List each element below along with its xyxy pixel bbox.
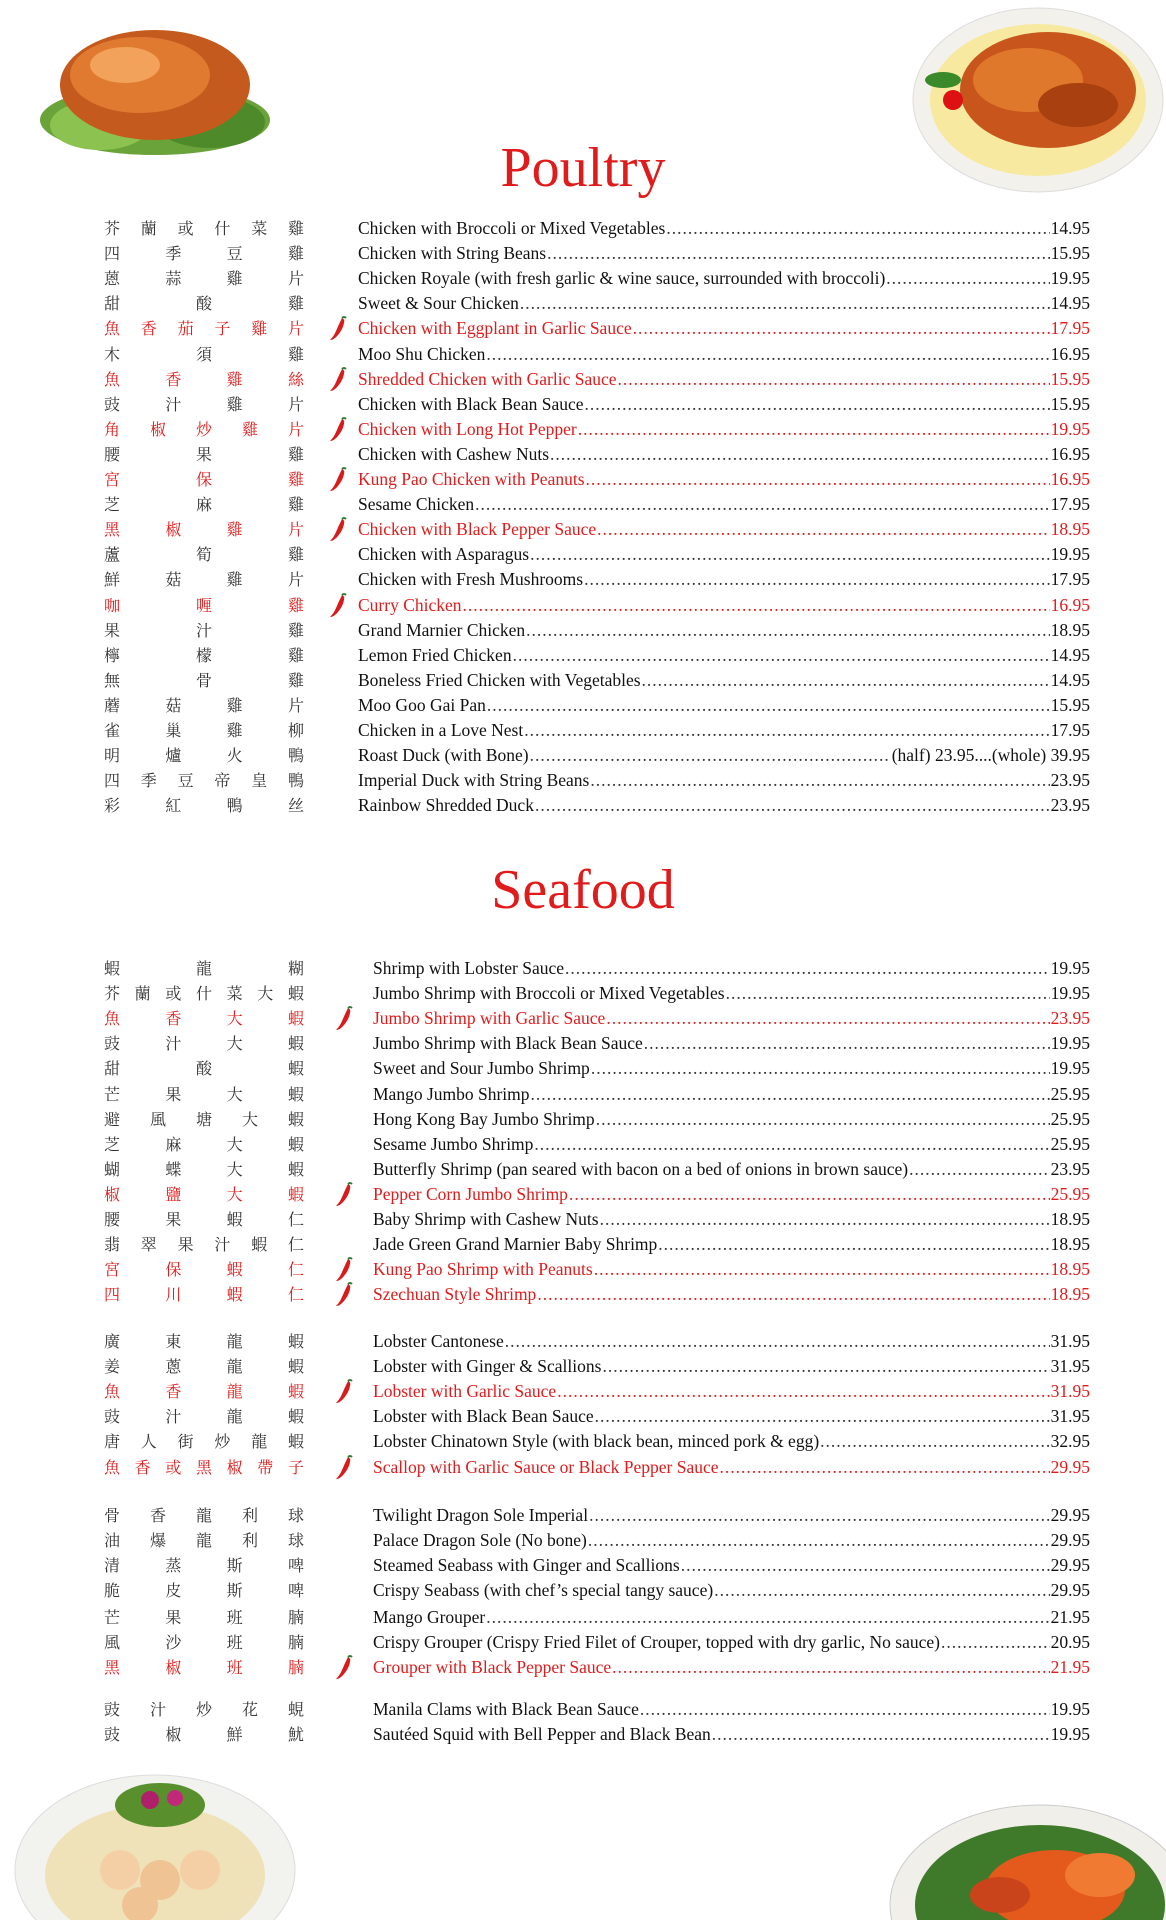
chinese-dish-name: 豉 椒 鮮 魷 [104, 1725, 304, 1745]
menu-item [358, 668, 1090, 693]
chinese-dish-name: 芥 蘭 或 什 菜 大 蝦 [104, 984, 304, 1004]
dish-price: 25.95 [1050, 1083, 1090, 1104]
chinese-dish-name: 芥 蘭 或 什 菜 雞 [104, 219, 304, 238]
dish-name: Kung Pao Chicken with Peanuts [358, 469, 585, 489]
dot-leader [463, 593, 1050, 618]
dish-name: Scallop with Garlic Sauce or Black Pepper Sauce [373, 1456, 719, 1477]
menu-item [358, 467, 1090, 492]
chinese-dish-name: 彩 紅 鴨 丝 [104, 796, 304, 816]
dot-leader [642, 668, 1050, 693]
chinese-dish-name: 甜 酸 雞 [104, 294, 304, 314]
menu-item [373, 1503, 1090, 1528]
menu-item [358, 743, 1090, 768]
seafood-heading: Seafood [491, 859, 675, 921]
dish-price: 31.95 [1050, 1331, 1090, 1351]
dish-name: Chicken with String Beans [358, 243, 547, 264]
dish-price: 32.95 [1050, 1431, 1090, 1452]
chinese-dish-name: 甜 酸 蝦 [104, 1059, 304, 1079]
dot-leader [644, 1031, 1050, 1056]
dish-name: Lobster with Black Bean Sauce [373, 1406, 594, 1427]
chinese-dish-name: 脆 皮 斯 啤 [104, 1581, 304, 1601]
menu-item [373, 1056, 1090, 1081]
dish-name: Mango Jumbo Shrimp [373, 1083, 530, 1104]
dot-leader [712, 1722, 1050, 1747]
menu-item [373, 1630, 1090, 1655]
menu-item [358, 593, 1090, 618]
dot-leader [535, 793, 1050, 818]
menu-item [358, 618, 1090, 643]
dot-leader [941, 1630, 1050, 1655]
dish-name: Chicken with Long Hot Pepper [358, 418, 577, 439]
menu-item [373, 1697, 1090, 1722]
dish-name: Kung Pao Shrimp with Peanuts [373, 1259, 593, 1280]
chinese-dish-name: 翡 翠 果 汁 蝦 仁 [104, 1235, 304, 1255]
dish-name: Curry Chicken [358, 594, 462, 615]
dish-price: 19.95 [1050, 983, 1090, 1004]
dish-name: Jade Green Grand Marnier Baby Shrimp [373, 1234, 658, 1255]
menu-item [373, 1182, 1090, 1207]
dot-leader [909, 1157, 1050, 1182]
dish-name: Grand Marnier Chicken [358, 619, 526, 640]
chinese-dish-name: 咖 喱 雞 [104, 595, 304, 615]
dot-leader [589, 1503, 1050, 1528]
dot-leader [486, 342, 1049, 367]
chinese-dish-name: 腰 果 雞 [104, 444, 304, 464]
dish-name: Crispy Grouper (Crispy Fried Filet of Crouper, topped with dry garlic, No sauce) [373, 1632, 940, 1653]
dot-leader [550, 442, 1050, 467]
chinese-dish-name: 果 汁 雞 [104, 620, 304, 640]
dot-leader [487, 693, 1050, 718]
dot-leader [534, 1132, 1049, 1157]
dish-price: 14.95 [1050, 644, 1090, 665]
menu-item [373, 1528, 1090, 1553]
menu-item [373, 1429, 1090, 1454]
chinese-dish-name: 廣 東 龍 蝦 [104, 1332, 304, 1351]
menu-item [358, 316, 1090, 341]
dish-price: 19.95 [1050, 1724, 1090, 1745]
chinese-dish-name: 魚 香 龍 蝦 [104, 1382, 304, 1402]
dish-price: 18.95 [1050, 519, 1090, 540]
chinese-dish-name: 蘑 菇 雞 片 [104, 695, 304, 715]
chili-pepper-icon [334, 1655, 356, 1681]
chinese-dish-name: 魚 香 或 黑 椒 帶 子 [104, 1457, 304, 1477]
dish-name: Jumbo Shrimp with Black Bean Sauce [373, 1033, 643, 1054]
dish-name: Moo Goo Gai Pan [358, 694, 486, 715]
dish-price: 18.95 [1050, 1284, 1090, 1305]
menu-item [373, 1282, 1090, 1307]
chinese-dish-name: 角 椒 炒 雞 片 [104, 419, 304, 439]
dot-leader [475, 492, 1049, 517]
menu-item [373, 981, 1090, 1006]
dish-name: Lemon Fried Chicken [358, 644, 512, 665]
chili-pepper-icon [328, 593, 350, 619]
dish-name: Palace Dragon Sole (No bone) [373, 1530, 587, 1551]
chili-pepper-icon [334, 1379, 356, 1405]
chili-pepper-icon [328, 467, 350, 493]
dot-leader [526, 618, 1049, 643]
chinese-dish-name: 蘆 筍 雞 [104, 545, 304, 565]
dot-leader [584, 567, 1050, 592]
dish-name: Boneless Fried Chicken with Vegetables [358, 669, 641, 690]
chinese-dish-name: 四 季 豆 雞 [104, 244, 304, 264]
dish-price: 23.95 [1050, 1008, 1090, 1029]
menu-item [358, 216, 1090, 241]
dish-name: Butterfly Shrimp (pan seared with bacon on a bed of onions in brown sauce) [373, 1158, 909, 1179]
chinese-dish-name: 腰 果 蝦 仁 [104, 1210, 304, 1229]
dish-price: 19.95 [1050, 1033, 1090, 1054]
dish-price: 14.95 [1050, 293, 1090, 314]
dish-price: 25.95 [1050, 1108, 1090, 1129]
chinese-dish-name: 蒽 蒜 雞 片 [104, 269, 304, 289]
dot-leader [726, 981, 1050, 1006]
chinese-dish-name: 芒 果 大 蝦 [104, 1084, 304, 1104]
dot-leader [586, 467, 1050, 492]
chinese-dish-name: 豉 汁 大 蝦 [104, 1034, 304, 1054]
dish-price: 19.95 [1050, 1058, 1090, 1079]
dish-price: 23.95 [1050, 770, 1090, 791]
shrimp-dish-photo [10, 1760, 300, 1920]
dot-leader [547, 241, 1050, 266]
dish-price: 31.95 [1050, 1356, 1090, 1377]
dish-price: 25.95 [1050, 1133, 1090, 1154]
dish-name: Lobster with Garlic Sauce [373, 1381, 557, 1402]
dish-price: 16.95 [1050, 343, 1090, 364]
menu-item [358, 266, 1090, 291]
menu-item [373, 1132, 1090, 1157]
dish-name: Chicken with Black Bean Sauce [358, 393, 584, 414]
dot-leader [602, 1354, 1049, 1379]
dish-name: Chicken Royale (with fresh garlic & wine sauce, surrounded with broccoli) [358, 268, 886, 289]
menu-item [373, 1006, 1090, 1031]
dot-leader [569, 1182, 1050, 1207]
dot-leader [557, 1379, 1049, 1404]
dot-leader [720, 1455, 1050, 1480]
chinese-dish-name: 黑 椒 雞 片 [104, 520, 304, 540]
dish-price: (half) 23.95....(whole) 39.95 [891, 745, 1090, 766]
dot-leader [600, 1207, 1050, 1232]
chinese-dish-name: 檸 檬 雞 [104, 645, 304, 665]
dish-price: 15.95 [1050, 393, 1090, 414]
dish-price: 14.95 [1050, 669, 1090, 690]
dot-leader [524, 718, 1049, 743]
dish-name: Manila Clams with Black Bean Sauce [373, 1699, 639, 1719]
dish-name: Chicken with Eggplant in Garlic Sauce [358, 318, 632, 339]
dish-price: 17.95 [1050, 720, 1090, 740]
menu-item [373, 1455, 1090, 1480]
chili-pepper-icon [328, 517, 350, 543]
dish-name: Chicken with Broccoli or Mixed Vegetables [358, 218, 666, 238]
menu-item [373, 1578, 1090, 1603]
dot-leader [590, 768, 1049, 793]
menu-item [358, 718, 1090, 743]
menu-item [373, 1404, 1090, 1429]
dish-name: Jumbo Shrimp with Garlic Sauce [373, 1008, 606, 1029]
dish-price: 23.95 [1050, 795, 1090, 816]
menu-item [358, 567, 1090, 592]
dish-price: 29.95 [1050, 1505, 1090, 1525]
dish-price: 15.95 [1050, 243, 1090, 264]
chinese-dish-name: 魚 香 大 蝦 [104, 1009, 304, 1029]
chinese-dish-name: 骨 香 龍 利 球 [104, 1506, 304, 1525]
chinese-dish-name: 宮 保 蝦 仁 [104, 1260, 304, 1280]
dot-leader [585, 392, 1050, 417]
dish-price: 17.95 [1050, 318, 1090, 339]
dot-leader [618, 367, 1050, 392]
menu-item [358, 793, 1090, 818]
dish-name: Chicken with Asparagus [358, 544, 530, 565]
dish-name: Lobster Cantonese [373, 1331, 504, 1351]
dish-name: Crispy Seabass (with chef’s special tangy sauce) [373, 1580, 714, 1601]
dish-price: 15.95 [1050, 694, 1090, 715]
dish-name: Imperial Duck with String Beans [358, 770, 590, 791]
dot-leader [640, 1697, 1050, 1722]
chinese-dish-name: 芝 麻 雞 [104, 495, 304, 515]
dish-name: Grouper with Black Pepper Sauce [373, 1657, 612, 1678]
chinese-dish-name: 芝 麻 大 蝦 [104, 1134, 304, 1154]
dish-price: 21.95 [1050, 1607, 1090, 1627]
chili-pepper-icon [334, 1282, 356, 1308]
chinese-dish-name: 木 須 雞 [104, 344, 304, 364]
dish-name: Chicken with Cashew Nuts [358, 443, 550, 464]
dot-leader [588, 1528, 1050, 1553]
dot-leader [537, 1282, 1049, 1307]
menu-item [358, 693, 1090, 718]
dish-name: Mango Grouper [373, 1607, 486, 1627]
dish-price: 15.95 [1050, 368, 1090, 389]
dish-name: Steamed Seabass with Ginger and Scallions [373, 1555, 680, 1576]
chinese-dish-name: 豉 汁 炒 花 蜆 [104, 1700, 304, 1719]
menu-item [358, 768, 1090, 793]
menu-item [373, 1207, 1090, 1232]
chinese-dish-name: 姜 蔥 龍 蝦 [104, 1357, 304, 1377]
dot-leader [594, 1257, 1050, 1282]
chinese-dish-name: 芒 果 班 腩 [104, 1608, 304, 1627]
dish-price: 21.95 [1050, 1657, 1090, 1678]
chinese-dish-name: 豉 汁 雞 片 [104, 394, 304, 414]
dot-leader [820, 1429, 1049, 1454]
menu-item [358, 291, 1090, 316]
dish-name: Pepper Corn Jumbo Shrimp [373, 1183, 568, 1204]
dish-price: 29.95 [1050, 1456, 1090, 1477]
dot-leader [505, 1329, 1050, 1354]
dish-name: Roast Duck (with Bone) [358, 745, 529, 766]
dish-name: Szechuan Style Shrimp [373, 1284, 537, 1305]
chinese-dish-name: 鮮 菇 雞 片 [104, 570, 304, 590]
dish-price: 19.95 [1050, 418, 1090, 439]
menu-item [373, 1722, 1090, 1747]
chinese-dish-name: 宮 保 雞 [104, 470, 304, 489]
chinese-dish-name: 蝴 蝶 大 蝦 [104, 1159, 304, 1179]
chinese-dish-name: 椒 鹽 大 蝦 [104, 1184, 304, 1204]
dish-price: 16.95 [1050, 594, 1090, 615]
dot-leader [486, 1605, 1049, 1630]
dish-price: 18.95 [1050, 619, 1090, 640]
menu-item [358, 241, 1090, 266]
chinese-dish-name: 風 沙 班 腩 [104, 1633, 304, 1653]
dish-price: 31.95 [1050, 1406, 1090, 1427]
chinese-dish-name: 豉 汁 龍 蝦 [104, 1407, 304, 1427]
dish-name: Rainbow Shredded Duck [358, 795, 534, 816]
dish-name: Chicken with Fresh Mushrooms [358, 569, 584, 590]
dish-price: 25.95 [1050, 1183, 1090, 1204]
dish-price: 19.95 [1050, 544, 1090, 565]
dish-price: 20.95 [1050, 1632, 1090, 1653]
chinese-dish-name: 魚 香 雞 絲 [104, 369, 304, 389]
menu-item [358, 643, 1090, 668]
dish-price: 31.95 [1050, 1381, 1090, 1402]
dish-name: Chicken with Black Pepper Sauce [358, 519, 597, 540]
dot-leader [666, 216, 1049, 241]
dish-name: Sweet & Sour Chicken [358, 293, 519, 314]
dot-leader [530, 743, 891, 768]
dish-name: Shrimp with Lobster Sauce [373, 958, 565, 978]
dish-name: Shredded Chicken with Garlic Sauce [358, 368, 617, 389]
lobster-dish-photo [880, 1795, 1166, 1920]
menu-item [358, 542, 1090, 567]
chinese-dish-name: 四 川 蝦 仁 [104, 1285, 304, 1305]
menu-item [373, 1082, 1090, 1107]
chinese-dish-name: 蝦 龍 糊 [104, 959, 304, 978]
chili-pepper-icon [334, 1455, 356, 1481]
menu-item [358, 367, 1090, 392]
chinese-dish-name: 魚 香 茄 子 雞 片 [104, 319, 304, 339]
menu-item [373, 1553, 1090, 1578]
dot-leader [565, 956, 1050, 981]
dish-name: Lobster with Ginger & Scallions [373, 1356, 602, 1377]
dot-leader [681, 1553, 1050, 1578]
dish-price: 29.95 [1050, 1555, 1090, 1576]
dish-name: Lobster Chinatown Style (with black bean, minced pork & egg) [373, 1431, 820, 1452]
chinese-dish-name: 明 爐 火 鴨 [104, 746, 304, 766]
menu-item [358, 417, 1090, 442]
chili-pepper-icon [328, 316, 350, 342]
dish-price: 17.95 [1050, 494, 1090, 515]
dish-name: Moo Shu Chicken [358, 343, 486, 364]
dot-leader [714, 1578, 1049, 1603]
dish-price: 19.95 [1050, 958, 1090, 978]
chinese-dish-name: 清 蒸 斯 啤 [104, 1556, 304, 1576]
dot-leader [597, 517, 1049, 542]
dot-leader [520, 291, 1050, 316]
chinese-dish-name: 無 骨 雞 [104, 670, 304, 690]
dot-leader [530, 542, 1050, 567]
dish-price: 29.95 [1050, 1580, 1090, 1601]
chili-pepper-icon [334, 1182, 356, 1208]
chinese-dish-name: 油 爆 龍 利 球 [104, 1531, 304, 1551]
dish-price: 17.95 [1050, 569, 1090, 590]
dish-name: Twilight Dragon Sole Imperial [373, 1505, 589, 1525]
dot-leader [595, 1404, 1050, 1429]
chili-pepper-icon [334, 1257, 356, 1283]
menu-item [373, 1232, 1090, 1257]
menu-item [358, 492, 1090, 517]
dish-price: 16.95 [1050, 443, 1090, 464]
menu-item [373, 1605, 1090, 1630]
dot-leader [612, 1655, 1050, 1680]
menu-item [373, 1157, 1090, 1182]
dish-name: Sesame Chicken [358, 494, 475, 515]
dot-leader [633, 316, 1050, 341]
chinese-dish-name: 避 風 塘 大 蝦 [104, 1109, 304, 1129]
dot-leader [886, 266, 1049, 291]
menu-item [358, 392, 1090, 417]
menu-item [373, 1655, 1090, 1680]
menu-item [358, 517, 1090, 542]
dish-price: 29.95 [1050, 1530, 1090, 1551]
dish-price: 18.95 [1050, 1259, 1090, 1280]
dish-price: 18.95 [1050, 1234, 1090, 1255]
chili-pepper-icon [334, 1006, 356, 1032]
dish-price: 19.95 [1050, 268, 1090, 289]
dish-price: 23.95 [1050, 1158, 1090, 1179]
menu-item [373, 1031, 1090, 1056]
dish-name: Sesame Jumbo Shrimp [373, 1133, 534, 1154]
dot-leader [513, 643, 1050, 668]
dish-name: Jumbo Shrimp with Broccoli or Mixed Vegetables [373, 983, 725, 1004]
chili-pepper-icon [328, 417, 350, 443]
chinese-dish-name: 四 季 豆 帝 皇 鴨 [104, 771, 304, 791]
menu-item [358, 342, 1090, 367]
dish-price: 19.95 [1050, 1699, 1090, 1719]
menu-item [373, 1379, 1090, 1404]
menu-item [373, 1107, 1090, 1132]
dish-name: Sautéed Squid with Bell Pepper and Black Bean [373, 1724, 711, 1745]
dot-leader [606, 1006, 1049, 1031]
dish-name: Sweet and Sour Jumbo Shrimp [373, 1058, 590, 1079]
dot-leader [591, 1056, 1050, 1081]
poultry-heading: Poultry [500, 137, 666, 199]
chili-pepper-icon [328, 367, 350, 393]
menu-item [373, 1329, 1090, 1354]
dish-price: 16.95 [1050, 469, 1090, 489]
chinese-dish-name: 雀 巢 雞 柳 [104, 721, 304, 740]
dot-leader [658, 1232, 1049, 1257]
chinese-dish-name: 唐 人 街 炒 龍 蝦 [104, 1432, 304, 1452]
menu-item [373, 1354, 1090, 1379]
menu-item [373, 1257, 1090, 1282]
dish-price: 14.95 [1050, 218, 1090, 238]
dish-name: Baby Shrimp with Cashew Nuts [373, 1209, 599, 1229]
dot-leader [578, 417, 1050, 442]
menu-item [373, 956, 1090, 981]
dot-leader [596, 1107, 1050, 1132]
dish-name: Hong Kong Bay Jumbo Shrimp [373, 1108, 595, 1129]
menu-item [358, 442, 1090, 467]
chinese-dish-name: 黑 椒 班 腩 [104, 1658, 304, 1678]
dish-price: 18.95 [1050, 1209, 1090, 1229]
dish-name: Chicken in a Love Nest [358, 720, 524, 740]
dot-leader [531, 1082, 1050, 1107]
